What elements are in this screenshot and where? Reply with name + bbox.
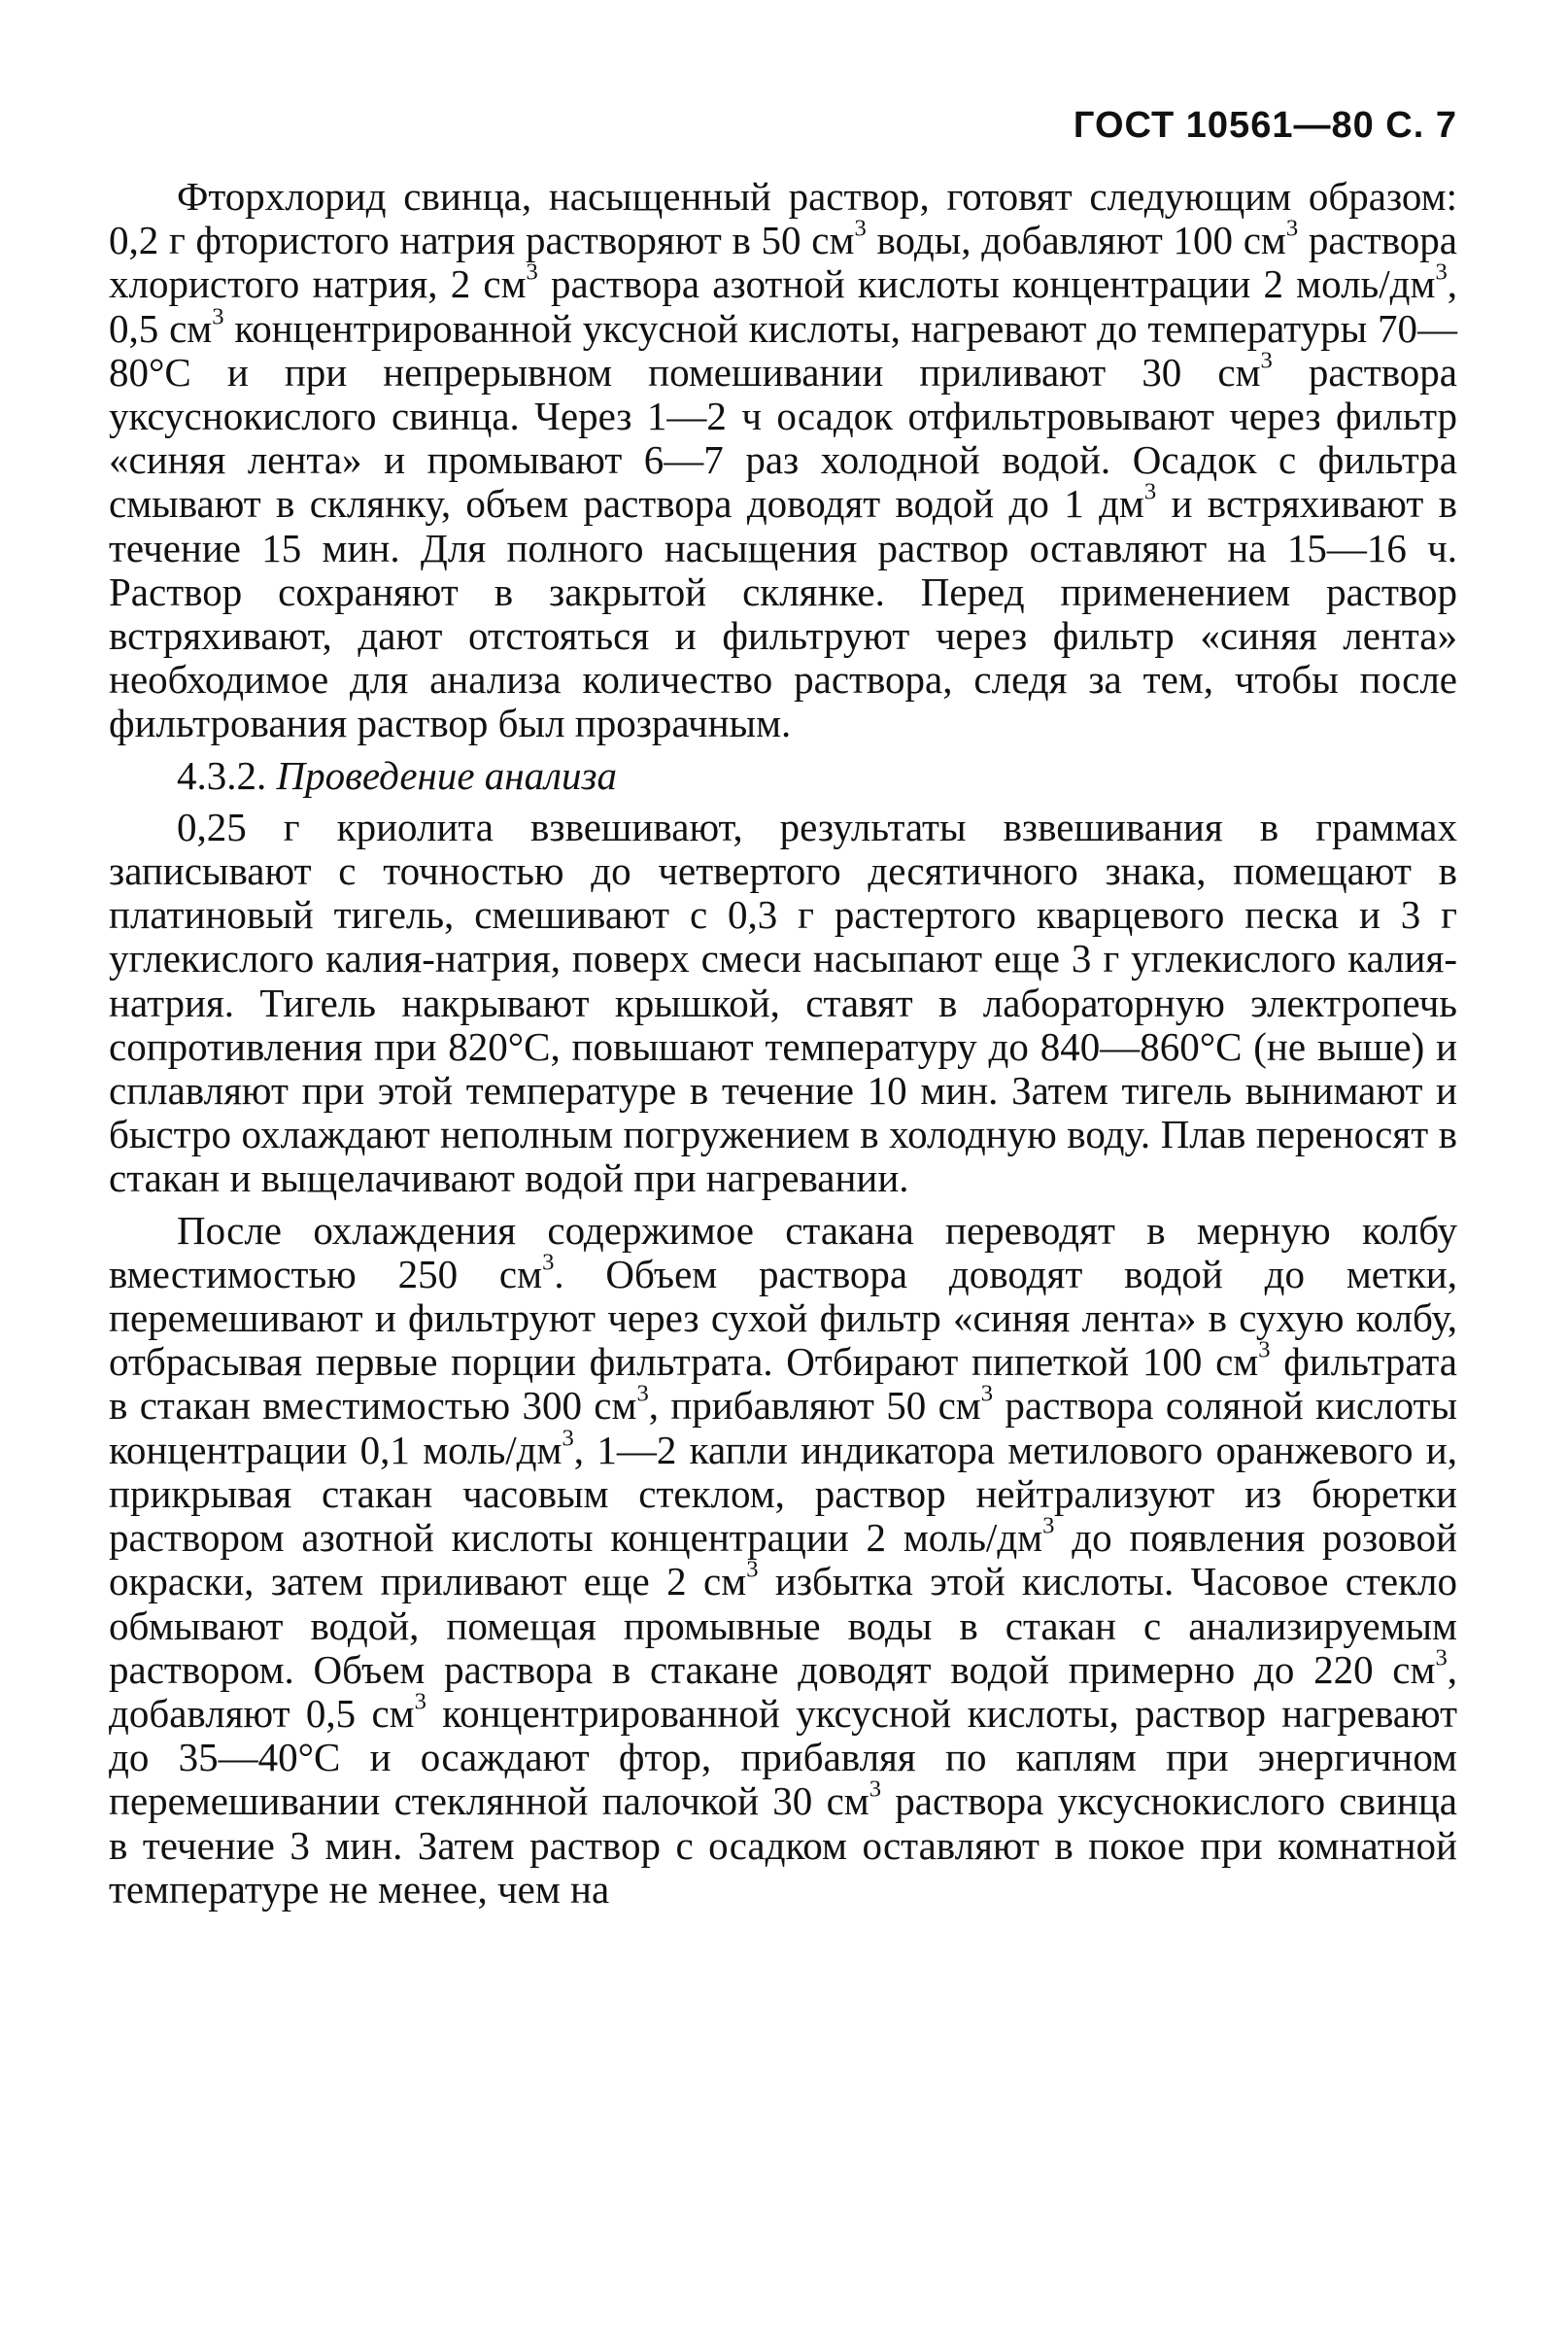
standard-number: ГОСТ 10561—80 bbox=[1073, 105, 1375, 146]
paragraph-precipitation: После охлаждения содержимое стакана переводят в мерную колбу вместимостью 250 $см^3$. Объем раствора доводят водой до метки, перемешивают и фильтруют через сухой фильтр «синяя лента» в сухую колбу, отбрасывая первые порции фильтрата. Отбирают пипеткой 100 $см^3$ фильтрата в стакан вместимостью 300 $см^3$, прибавляют 50 $см^3$ раствора соляной кислоты концентрации 0,1 моль/$дм^3$, 1—2 капли индикатора метилового оранжевого и, прикрывая стакан часовым стеклом, раствор нейтрализуют из бюретки раствором азотной кислоты концентрации 2 моль/$дм^3$ до появления розовой окраски, затем приливают еще 2 $см^3$ избытка этой кислоты. Часовое стекло обмывают водой, помещая промывные воды в стакан с анализируемым раствором. Объем раствора в стакане доводят водой примерно до 220 $см^3$, добавляют 0,5 $см^3$ концентрированной уксусной кислоты, раствор нагревают до 35—40°С и осаждают фтор, прибавляя по каплям при энергичном перемешивании стеклянной палочкой 30 $см^3$ раствора уксуснокислого свинца в течение 3 мин. Затем раствор с осадком оставляют в покое при комнатной температуре не менее, чем на bbox=[109, 1207, 1458, 1912]
paragraph-lead-fluoride-solution: Фторхлорид свинца, насыщенный раствор, готовят следующим образом: 0,2 г фтористого натрия растворяют в 50 $см^3$ воды, добавляют 100 $см^3$ раствора хлористого натрия, 2 $см^3$ раствора азотной кислоты концентрации 2 моль/$дм^3$, 0,5 $см^3$ концентрированной уксусной кислоты, нагревают до температуры 70—80°С и при непрерывном помешивании приливают 30 $см^3$ раствора уксуснокислого свинца. Через 1—2 ч осадок отфильтровывают через фильтр «синяя лента» и промывают 6—7 раз холодной водой. Осадок с фильтра смывают в склянку, объем раствора доводят водой до 1 $дм^3$ и встряхивают в течение 15 мин. Для полного насыщения раствор оставляют на 15—16 ч. Раствор сохраняют в закрытой склянке. Перед применением раствор встряхивают, дают отстояться и фильтруют через фильтр «синяя лента» необходимое для анализа количество раствора, следя за тем, чтобы после фильтрования раствор был прозрачным. bbox=[109, 174, 1457, 746]
section-heading bbox=[109, 754, 1457, 798]
body-text bbox=[109, 175, 1457, 1912]
section-number: 4.3.2. bbox=[177, 752, 267, 798]
section-title: Проведение анализа bbox=[276, 752, 618, 798]
paragraph-fusion: 0,25 г криолита взвешивают, результаты взвешивания в граммах записывают с точностью до четвертого десятичного знака, помещают в платиновый тигель, смешивают с 0,3 г растертого кварцевого песка и 3 г углекислого калия-натрия, поверх смеси насыпают еще 3 г углекислого калия-натрия. Тигель накрывают крышкой, ставят в лабораторную электропечь сопротивления при 820°С, повышают температуру до 840—860°С (не выше) и сплавляют при этой температуре в течение 10 мин. Затем тигель вынимают и быстро охлаждают неполным погружением в холодную воду. Плав переносят в стакан и выщелачивают водой при нагревании. bbox=[109, 804, 1457, 1201]
page-header bbox=[1074, 105, 1457, 147]
page-number: С. 7 bbox=[1385, 105, 1457, 146]
